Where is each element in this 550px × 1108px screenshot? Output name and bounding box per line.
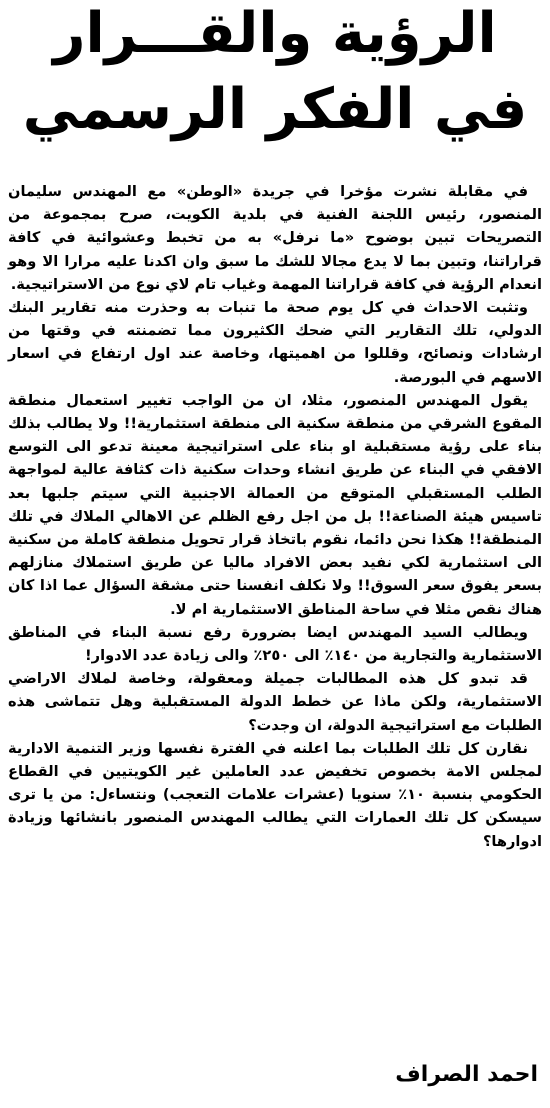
headline-line-2: في الفكر الرسمي bbox=[22, 77, 528, 142]
article-body bbox=[8, 180, 542, 853]
paragraph-3: يقول المهندس المنصور، مثلا، ان من الواجب تغيير استعمال منطقة المقوع الشرقي من منطقة سكنية الى منطقة استثمارية!! ولا يطالب بذلك بناء على رؤية مستقبلية او بناء على استراتيجية معينة تدعو الى التوسع الافقي في البناء عن طريق انشاء وحدات سكنية ذات كثافة عالية لمواجهة الطلب المستقبلي المتوقع من العمالة الاجنبية التي سيتم جلبها بعد تاسيس هيئة الصناعة!! بل من اجل رفع الظلم عن الاهالي الملاك في تلك المنطقة!! هكذا نحن دائما، نقوم باتخاذ قرار تحويل منطقة كاملة من سكنية الى استثمارية لكي نفيد بعض الافراد ماليا عن طريق استملاك منازلهم بسعر يفوق سعر السوق!! ولا نكلف انفسنا حتى مشقة السؤال عما اذا كان هناك نقص مثلا في ساحة المناطق الاستثمارية ام لا. bbox=[8, 391, 542, 618]
paragraph-4: ويطالب السيد المهندس ايضا بضرورة رفع نسبة البناء في المناطق الاستثمارية والتجارية من ١٤٠٪ الى ٢٥٠٪ والى زيادة عدد الادوار! bbox=[8, 623, 542, 665]
headline bbox=[8, 0, 542, 166]
paragraph-6: نقارن كل تلك الطلبات بما اعلنه في الفترة نفسها وزير التنمية الادارية لمجلس الامة بخصوص تخفيض عدد العاملين غير الكويتيين في القطاع الحكومي بنسبة ١٠٪ سنويا (عشرات علامات التعجب) ونتساءل: من يا ترى سيسكن كل تلك العمارات التي يطالب المهندس المنصور بانشائها وزيادة ادوارها؟ bbox=[8, 739, 543, 850]
paragraph-5: قد تبدو كل هذه المطالبات جميلة ومعقولة، وخاصة لملاك الاراضي الاستثمارية، ولكن ماذا عن خطط الدولة المستقبلية وهل تتماشى هذه الطلبات مع استراتيجية الدولة، ان وجدت؟ bbox=[8, 670, 542, 734]
paragraph-2: وتثبت الاحداث في كل يوم صحة ما تنبات به وحذرت منه تقارير البنك الدولي، تلك التقارير التي ضحك الكثيرون مما تضمنته في وقتها من ارشادات ونصائح، وقللوا من اهميتها، وخاصة عند اول ارتفاع في اسعار الاسهم في البورصة. bbox=[8, 299, 542, 386]
paragraph-1: في مقابلة نشرت مؤخرا في جريدة «الوطن» مع المهندس سليمان المنصور، رئيس اللجنة الفنية في بلدية الكويت، صرح بمجموعة من التصريحات تبين بوضوح «ما نرفل» به من تخبط وعشوائية في كافة قراراتنا، وتبين بما لا يدع مجالا للشك ما سبق وان اكدنا عليه مرارا الا وهو انعدام الرؤية في كافة قراراتنا المهمة وغياب تام لاي نوع من الاستراتيجية. bbox=[8, 183, 542, 293]
headline-line-1: الرؤية والقـــرار bbox=[53, 1, 497, 66]
author-byline: احمد الصراف bbox=[395, 1062, 538, 1087]
